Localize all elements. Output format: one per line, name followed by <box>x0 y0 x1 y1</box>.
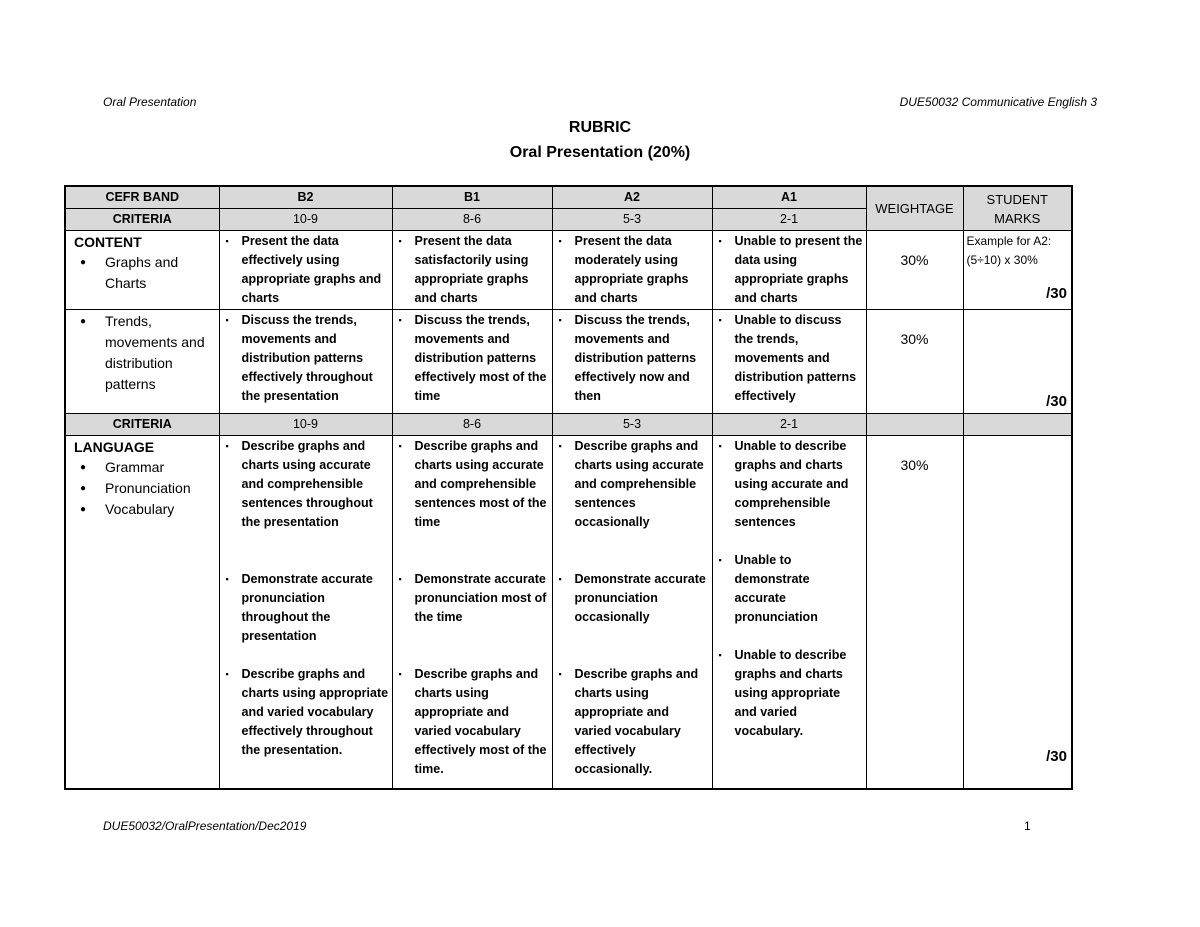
rubric-subtitle: Oral Presentation (20%) <box>509 144 691 161</box>
descriptor-a2 <box>552 436 712 789</box>
descriptor-b2 <box>219 436 392 789</box>
descriptor-text: ▪ Describe graphs and charts using appropriate and varied vocabulary effectively most of the time. <box>415 665 549 779</box>
language-score-row <box>65 414 1072 436</box>
descriptor-text: ▪ Present the data moderately using appropriate graphs and charts <box>575 232 709 308</box>
criterion-cell <box>65 310 219 414</box>
descriptor-a1 <box>712 231 866 310</box>
descriptor-text: ▪ Describe graphs and charts using accurate and comprehensible sentences occasionally <box>575 437 709 551</box>
descriptor-text: ▪ Present the data satisfactorily using appropriate graphs and charts <box>415 232 549 308</box>
header-right: DUE50032 Communicative English 3 <box>899 95 1097 109</box>
rubric-title: RUBRIC <box>568 119 632 136</box>
band-label: CEFR BAND <box>65 186 219 209</box>
band-a1: A1 <box>712 186 866 209</box>
mark-out-of: /30 <box>1046 285 1067 302</box>
descriptor-a2 <box>552 310 712 414</box>
score-b1: 8-6 <box>392 209 552 231</box>
descriptor-text: ▪ Describe graphs and charts using appropriate and varied vocabulary effectively occasionally. <box>575 665 709 779</box>
marks-language <box>963 436 1072 789</box>
example-line2: (5÷10) x 30% <box>966 253 1038 267</box>
criterion-cell <box>65 436 219 789</box>
band-row <box>65 186 1072 209</box>
score-b2: 10-9 <box>219 414 392 436</box>
score-b2: 10-9 <box>219 209 392 231</box>
content-row-trends <box>65 310 1072 414</box>
footer-doc-code: DUE50032/OralPresentation/Dec2019 <box>103 819 307 833</box>
descriptor-text: ▪ Demonstrate accurate pronunciation occasionally <box>575 570 709 646</box>
descriptor-b2 <box>219 231 392 310</box>
descriptor-text: ▪ Unable to describe graphs and charts using accurate and comprehensible sentences <box>735 437 863 532</box>
criterion-cell <box>65 231 219 310</box>
criteria-label: CRITERIA <box>65 209 219 231</box>
band-b1: B1 <box>392 186 552 209</box>
score-a1: 2-1 <box>712 209 866 231</box>
criterion-graphs: ● Graphs and Charts <box>105 252 216 294</box>
descriptor-b1 <box>392 231 552 310</box>
descriptor-a2 <box>552 231 712 310</box>
content-row-graphs <box>65 231 1072 310</box>
descriptor-text: ▪ Discuss the trends, movements and distribution patterns effectively now and then <box>575 311 709 406</box>
descriptor-b2 <box>219 310 392 414</box>
criterion-grammar: ● Grammar <box>105 457 216 478</box>
mark-out-of: /30 <box>1046 393 1067 410</box>
criterion-trends: ● Trends, movements and distribution patterns <box>105 311 216 395</box>
descriptor-text: ▪ Describe graphs and charts using accurate and comprehensible sentences throughout the presentation <box>242 437 389 551</box>
descriptor-text: ▪ Unable to present the data using appropriate graphs and charts <box>735 232 863 308</box>
descriptor-text: ▪ Present the data effectively using appropriate graphs and charts <box>242 232 389 308</box>
descriptor-a1 <box>712 436 866 789</box>
criterion-pronunciation: ● Pronunciation <box>105 478 216 499</box>
score-a2: 5-3 <box>552 209 712 231</box>
descriptor-b1 <box>392 310 552 414</box>
band-a2: A2 <box>552 186 712 209</box>
descriptor-text: ▪ Discuss the trends, movements and distribution patterns effectively most of the time <box>415 311 549 406</box>
language-title: LANGUAGE <box>74 439 155 455</box>
descriptor-text: ▪ Discuss the trends, movements and distribution patterns effectively throughout the presentation <box>242 311 389 406</box>
example-line1: Example for A2: <box>966 234 1052 248</box>
descriptor-text: ▪ Unable to describe graphs and charts using appropriate and varied vocabulary. <box>735 646 863 741</box>
score-a1: 2-1 <box>712 414 866 436</box>
descriptor-text: ▪ Demonstrate accurate pronunciation throughout the presentation <box>242 570 389 646</box>
descriptor-b1 <box>392 436 552 789</box>
language-row <box>65 436 1072 789</box>
content-title: CONTENT <box>74 234 142 250</box>
empty-cell <box>963 414 1072 436</box>
weight-graphs: 30% <box>866 231 963 310</box>
rubric-table <box>64 185 1073 790</box>
descriptor-text: ▪ Demonstrate accurate pronunciation most of the time <box>415 570 549 646</box>
header-left: Oral Presentation <box>103 95 197 109</box>
score-a2: 5-3 <box>552 414 712 436</box>
descriptor-text: ▪ Unable to demonstrate accurate pronunciation <box>735 551 863 627</box>
weight-language: 30% <box>866 436 963 789</box>
weight-trends: 30% <box>866 310 963 414</box>
score-b1: 8-6 <box>392 414 552 436</box>
page-number: 1 <box>1024 819 1031 833</box>
criterion-vocabulary: ● Vocabulary <box>105 499 216 520</box>
marks-graphs <box>963 231 1072 310</box>
band-b2: B2 <box>219 186 392 209</box>
descriptor-text: ▪ Describe graphs and charts using appropriate and varied vocabulary effectively throughout the presentation. <box>242 665 389 760</box>
student-marks-header: STUDENT MARKS <box>963 186 1072 231</box>
weightage-header: WEIGHTAGE <box>866 186 963 231</box>
descriptor-text: ▪ Unable to discuss the trends, movements and distribution patterns effectively <box>735 311 863 406</box>
marks-trends <box>963 310 1072 414</box>
criteria-label-2: CRITERIA <box>65 414 219 436</box>
descriptor-text: ▪ Describe graphs and charts using accurate and comprehensible sentences most of the time <box>415 437 549 551</box>
mark-out-of: /30 <box>1046 747 1067 765</box>
descriptor-a1 <box>712 310 866 414</box>
empty-cell <box>866 414 963 436</box>
